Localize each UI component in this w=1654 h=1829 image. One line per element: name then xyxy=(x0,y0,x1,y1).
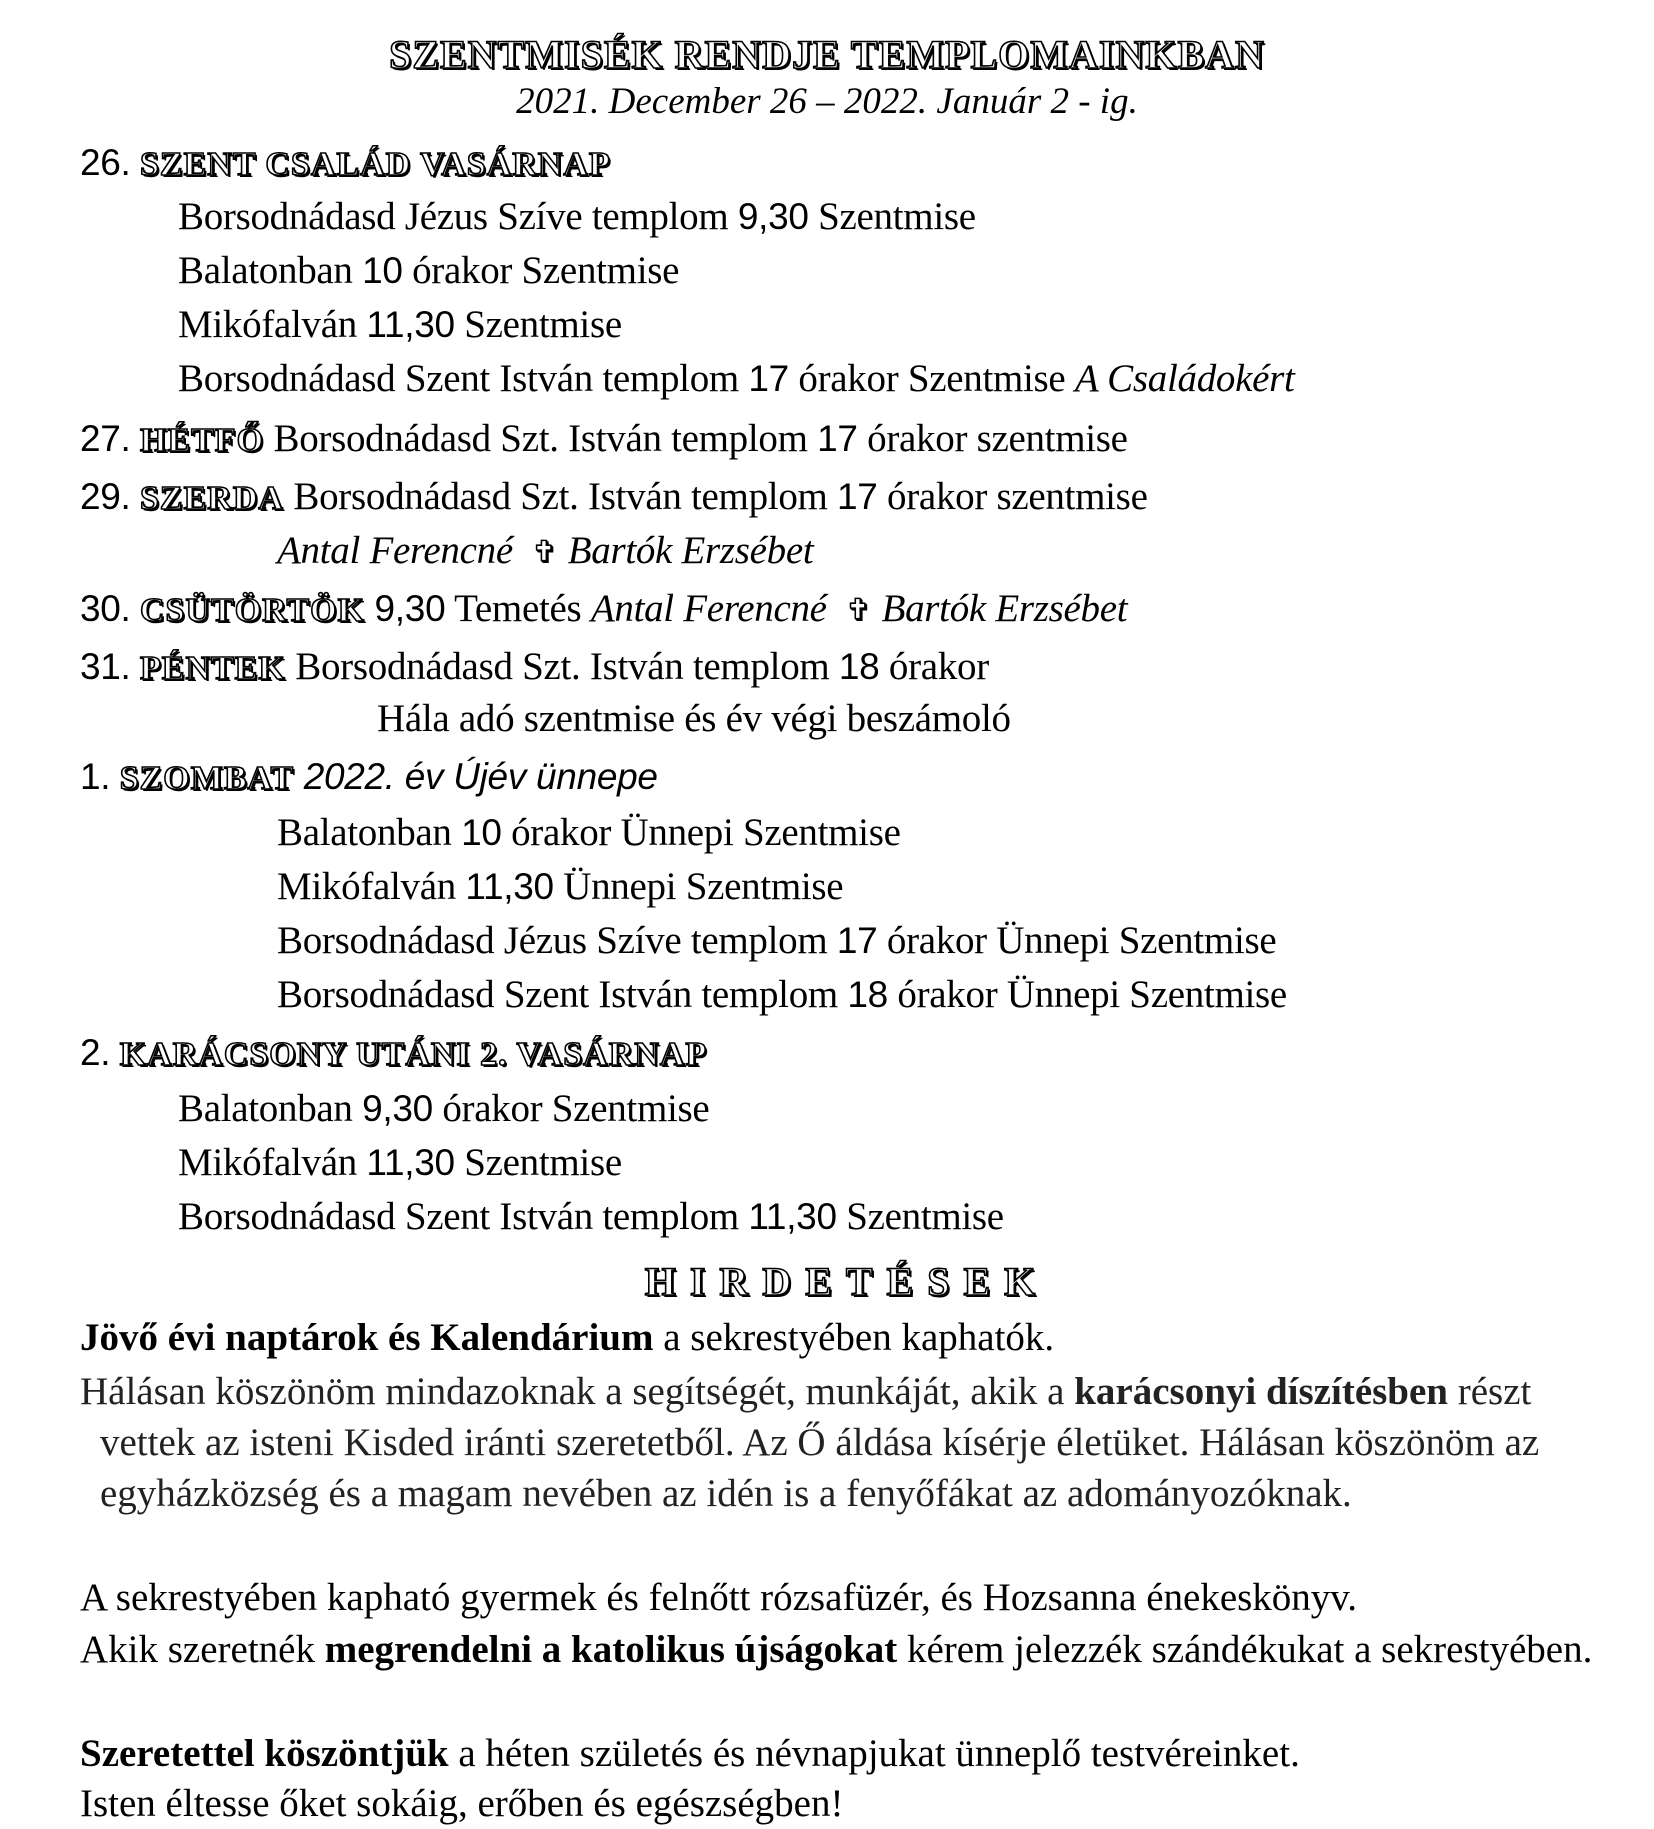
day-heading-30: 30. CSÜTÖRTÖK 9,30 Temetés Antal Ferencné ✞ Bartók Erzsébet xyxy=(80,587,1128,630)
day-heading-26: 26. SZENT CSALÁD VASÁRNAP xyxy=(80,142,611,183)
mass-entry: Borsodnádasd Szent István templom 17 órakor Szentmise A Családokért xyxy=(178,357,1295,400)
announcement-rosaries: A sekrestyében kapható gyermek és felnőtt rózsafüzér, és Hozsanna énekeskönyv. xyxy=(80,1576,1358,1619)
day-name: KARÁCSONY UTÁNI 2. VASÁRNAP xyxy=(119,1036,708,1073)
date-range-subtitle: 2021. December 26 – 2022. Január 2 - ig. xyxy=(516,81,1138,122)
announcement-newspapers: Akik szeretnék megrendelni a katolikus újságokat kérem jelezzék szándékukat a sekrestyében. xyxy=(80,1628,1593,1671)
mass-entry: Borsodnádasd Szent István templom 11,30 Szentmise xyxy=(178,1195,1004,1238)
mass-intention: A Családokért xyxy=(1074,357,1295,400)
mass-entry: Balatonban 10 órakor Ünnepi Szentmise xyxy=(277,811,901,854)
day-heading-1: 1. SZOMBAT 2022. év Újév ünnepe xyxy=(80,756,658,797)
mass-entry: Borsodnádasd Jézus Szíve templom 17 órakor Ünnepi Szentmise xyxy=(277,919,1277,962)
day-name: PÉNTEK xyxy=(140,650,286,687)
mass-entry: Balatonban 10 órakor Szentmise xyxy=(178,249,680,292)
day-heading-29: 29. SZERDA Borsodnádasd Szt. István templom 17 órakor szentmise xyxy=(80,475,1148,518)
mass-description: Hála adó szentmise és év végi beszámoló xyxy=(377,697,1011,740)
page-title: SZENTMISÉK RENDJE TEMPLOMAINKBAN xyxy=(389,32,1265,77)
day-name: CSÜTÖRTÖK xyxy=(140,592,366,629)
mass-entry: Balatonban 9,30 órakor Szentmise xyxy=(178,1087,710,1130)
announcement-thanks: Hálásan köszönöm mindazoknak a segítségét, munkáját, akik a karácsonyi díszítésben részt vettek az isteni Kisded iránti szeretetből. Az Ő áldása kísérje életüket. Hálásan köszönöm az egyházközség és a magam nevében az idén is a fenyőfákat az adományozóknak. xyxy=(80,1370,1540,1515)
mass-entry: Mikófalván 11,30 Szentmise xyxy=(178,1141,622,1184)
mass-intention: Antal Ferencné ✞ Bartók Erzsébet xyxy=(277,529,814,572)
announcement-blessing: Isten éltesse őket sokáig, erőben és egészségben! xyxy=(80,1782,844,1825)
day-name: SZERDA xyxy=(140,480,284,517)
day-name: HÉTFŐ xyxy=(140,422,265,459)
mass-entry: Mikófalván 11,30 Ünnepi Szentmise xyxy=(277,865,844,908)
day-heading-31: 31. PÉNTEK Borsodnádasd Szt. István templom 18 órakor xyxy=(80,645,989,688)
cross-icon: ✞ xyxy=(531,533,559,571)
feast-name: 2022. év Újév ünnepe xyxy=(303,756,658,797)
day-name: SZOMBAT xyxy=(119,760,295,797)
mass-entry: Borsodnádasd Szent István templom 18 órakor Ünnepi Szentmise xyxy=(277,973,1287,1016)
announcements-heading: HIRDETÉSEK xyxy=(644,1259,1050,1304)
day-name: SZENT CSALÁD VASÁRNAP xyxy=(140,146,611,183)
announcement-calendars: Jövő évi naptárok és Kalendárium a sekrestyében kaphatók. xyxy=(80,1316,1055,1359)
mass-entry: Borsodnádasd Jézus Szíve templom 9,30 Szentmise xyxy=(178,195,976,238)
day-heading-27: 27. HÉTFŐ Borsodnádasd Szt. István templom 17 órakor szentmise xyxy=(80,417,1128,460)
mass-entry: Mikófalván 11,30 Szentmise xyxy=(178,303,622,346)
cross-icon: ✞ xyxy=(845,591,873,629)
day-heading-2: 2. KARÁCSONY UTÁNI 2. VASÁRNAP xyxy=(80,1032,708,1073)
announcement-greetings: Szeretettel köszöntjük a héten születés és névnapjukat ünneplő testvéreinket. xyxy=(80,1732,1300,1775)
